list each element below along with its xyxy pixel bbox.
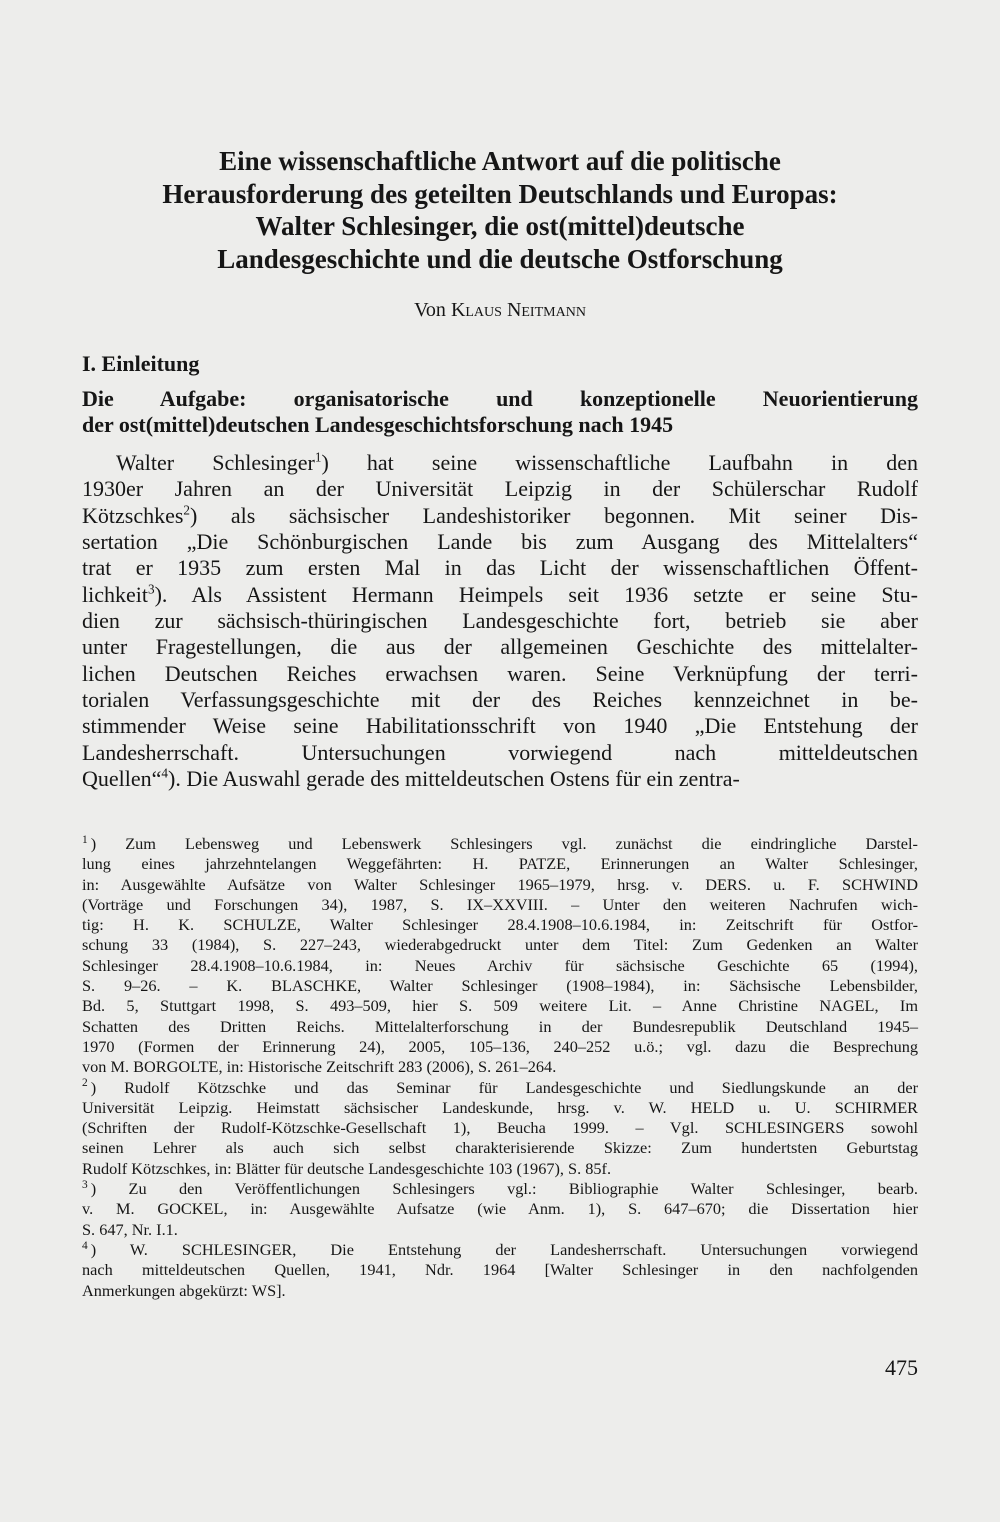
footnote-reference: 2 <box>183 502 191 518</box>
body-text-segment: unter Fragestellungen, die aus der allgemeinen Geschichte des mittelalter- <box>82 634 918 660</box>
body-text-segment: Landesherrschaft. Untersuchungen vorwiegend nach mitteldeutschen <box>82 739 918 765</box>
footnote-line: seinen Lehrer als auch sich selbst charakterisierende Skizze: Zum hundertsten Geburtstag <box>82 1138 918 1158</box>
footnote-line: (Vorträge und Forschungen 34), 1987, S. IX–XXVIII. – Unter den weiteren Nachrufen wich- <box>82 894 918 914</box>
footnote-line: $^3$ ) Zu den Veröffentlichungen Schlesingers vgl.: Bibliographie Walter Schlesinger, bearb. <box>82 1178 918 1199</box>
footnote <box>82 1240 918 1301</box>
footnote-line: schung 33 (1984), S. 227–243, wiederabgedruckt unter dem Titel: Zum Gedenken an Walter <box>82 935 918 955</box>
body-text-segment: trat er 1935 zum ersten Mal in das Licht der wissenschaftlichen Öffent- <box>82 555 918 581</box>
body-line <box>82 661 918 687</box>
footnote-line: lung eines jahrzehntelangen Weggefährten: H. PATZE, Erinnerungen an Walter Schlesinger, <box>82 854 918 874</box>
title-line: Eine wissenschaftliche Antwort auf die politische <box>219 146 781 176</box>
author-line <box>300 298 700 322</box>
title-line: Landesgeschichte und die deutsche Ostforschung <box>217 243 783 274</box>
title-line: Walter Schlesinger, die ost(mittel)deutsche <box>255 211 745 241</box>
footnote-marker: 2 <box>82 1077 88 1090</box>
footnote <box>82 1179 918 1240</box>
body-text-segment: Quellen“ <box>82 766 162 792</box>
footnote-marker: 1 <box>82 833 88 846</box>
body-line <box>82 608 918 634</box>
body-text-segment: torialen Verfassungsgeschichte mit der des Reiches kennzeichnet in be- <box>82 687 918 713</box>
subheading-line: der ost(mittel)deutschen Landesgeschichtsforschung nach 1945 <box>82 412 674 437</box>
footnote-line: Schatten des Dritten Reichs. Mittelalterforschung in der Bundesrepublik Deutschland 1945– <box>82 1016 918 1036</box>
page-number: 475 <box>885 1355 918 1380</box>
body-text-segment: Kötzschkes <box>82 502 184 528</box>
body-text-segment: stimmender Weise seine Habilitationsschrift von 1940 „Die Entstehung der <box>82 713 918 739</box>
footnote-line: von M. BORGOLTE, in: Historische Zeitschrift 283 (2006), S. 261–264. <box>82 1057 557 1077</box>
footnote-line: Bd. 5, Stuttgart 1998, S. 493–509, hier S. 509 weitere Lit. – Anne Christine NAGEL, Im <box>82 996 919 1016</box>
body-line <box>82 476 918 502</box>
body-text-segment: Walter Schlesinger <box>116 450 315 475</box>
footnote-line: tig: H. K. SCHULZE, Walter Schlesinger 28.4.1908–10.6.1984, in: Zeitschrift für Ostfor- <box>82 915 918 935</box>
body-line <box>82 634 918 660</box>
title-line: Herausforderung des geteilten Deutschlands und Europas: <box>162 178 838 209</box>
footnote-line: Rudolf Kötzschkes, in: Blätter für deutsche Landesgeschichte 103 (1967), S. 85f. <box>82 1158 612 1178</box>
body-text-segment: ) hat seine wissenschaftliche Laufbahn in den <box>321 450 918 475</box>
footnote <box>82 834 918 1078</box>
body-line <box>82 555 918 581</box>
footnote-line: 1970 (Formen der Erinnerung 24), 2005, 105–136, 240–252 u.ö.; vgl. dazu die Besprechung <box>82 1036 918 1056</box>
body-line <box>82 529 918 555</box>
footnote-line: $^2$ ) Rudolf Kötzschke und das Seminar für Landesgeschichte und Siedlungskunde an der <box>82 1077 918 1097</box>
body-line <box>82 713 918 739</box>
body-text-segment: dien zur sächsisch-thüringischen Landesgeschichte fort, betrieb sie aber <box>82 608 918 634</box>
footnote-line: $^1$ ) Zum Lebensweg und Lebenswerk Schlesingers vgl. zunächst die eindringliche Darstel- <box>82 833 918 853</box>
body-text-segment: sertation „Die Schönburgischen Lande bis zum Ausgang des Mittelalters“ <box>82 529 918 555</box>
footnote-line: S. 9–26. – K. BLASCHKE, Walter Schlesinger (1908–1984), in: Sächsische Lebensbilder, <box>82 976 918 996</box>
subheading-line: Die Aufgabe: organisatorische und konzeptionelle Neuorientierung <box>82 386 918 411</box>
body-text-segment: 1930er Jahren an der Universität Leipzig in der Schülerschar Rudolf <box>82 476 918 502</box>
author-prefix: Von <box>414 299 446 321</box>
footnote-reference: 1 <box>314 449 322 465</box>
subheading <box>82 386 918 438</box>
footnote-line: Schlesinger 28.4.1908–10.6.1984, in: Neues Archiv für sächsische Geschichte 65 (1994), <box>82 955 918 975</box>
footnote-line: $^4$ ) W. SCHLESINGER, Die Entstehung der Landesherrschaft. Untersuchungen vorwiegend <box>82 1239 919 1259</box>
author-name: Klaus Neitmann <box>450 299 586 321</box>
footnote <box>82 1078 918 1179</box>
footnote-line: Universität Leipzig. Heimstatt sächsischer Landeskunde, hrsg. v. W. HELD u. U. SCHIRMER <box>82 1097 919 1117</box>
body-line <box>82 740 918 766</box>
footnote-line: S. 647, Nr. I.1. <box>82 1219 178 1239</box>
footnote-reference: 3 <box>147 581 155 597</box>
body-text-segment: ) als sächsischer Landeshistoriker begonnen. Mit seiner Dis- <box>190 502 918 528</box>
footnote-line: v. M. GOCKEL, in: Ausgewählte Aufsatze (wie Anm. 1), S. 647–670; die Dissertation hier <box>82 1199 919 1219</box>
body-line <box>82 503 918 529</box>
footnote-reference: 4 <box>161 765 168 781</box>
body-line <box>82 450 918 476</box>
body-text <box>82 450 918 792</box>
body-line <box>82 766 918 792</box>
body-text-segment: lichkeit <box>82 581 148 607</box>
footnote-marker: 3 <box>82 1178 88 1191</box>
section-heading: I. Einleitung <box>82 351 200 376</box>
footnote-line: nach mitteldeutschen Quellen, 1941, Ndr. 1964 [Walter Schlesinger in den nachfolgenden <box>82 1260 918 1280</box>
body-text-segment: ). Als Assistent Hermann Heimpels seit 1936 setzte er seine Stu- <box>154 581 918 607</box>
body-line <box>82 582 918 608</box>
body-text-segment: lichen Deutschen Reiches erwachsen waren. Seine Verknüpfung der terri- <box>82 660 918 686</box>
footnote-line: in: Ausgewählte Aufsätze von Walter Schlesinger 1965–1979, hrsg. v. DERS. u. F. SCHWIND <box>82 874 918 894</box>
body-line <box>82 687 918 713</box>
article-title <box>60 145 940 275</box>
body-text-segment: ). Die Auswahl gerade des mitteldeutschen Ostens für ein zentra- <box>168 766 740 792</box>
footnote-line: (Schriften der Rudolf-Kötzschke-Gesellschaft 1), Beucha 1999. – Vgl. SCHLESINGERS sowohl <box>82 1118 918 1138</box>
footnote-line: Anmerkungen abgekürzt: WS]. <box>82 1280 286 1300</box>
footnotes <box>82 834 918 1301</box>
footnote-marker: 4 <box>82 1239 88 1252</box>
